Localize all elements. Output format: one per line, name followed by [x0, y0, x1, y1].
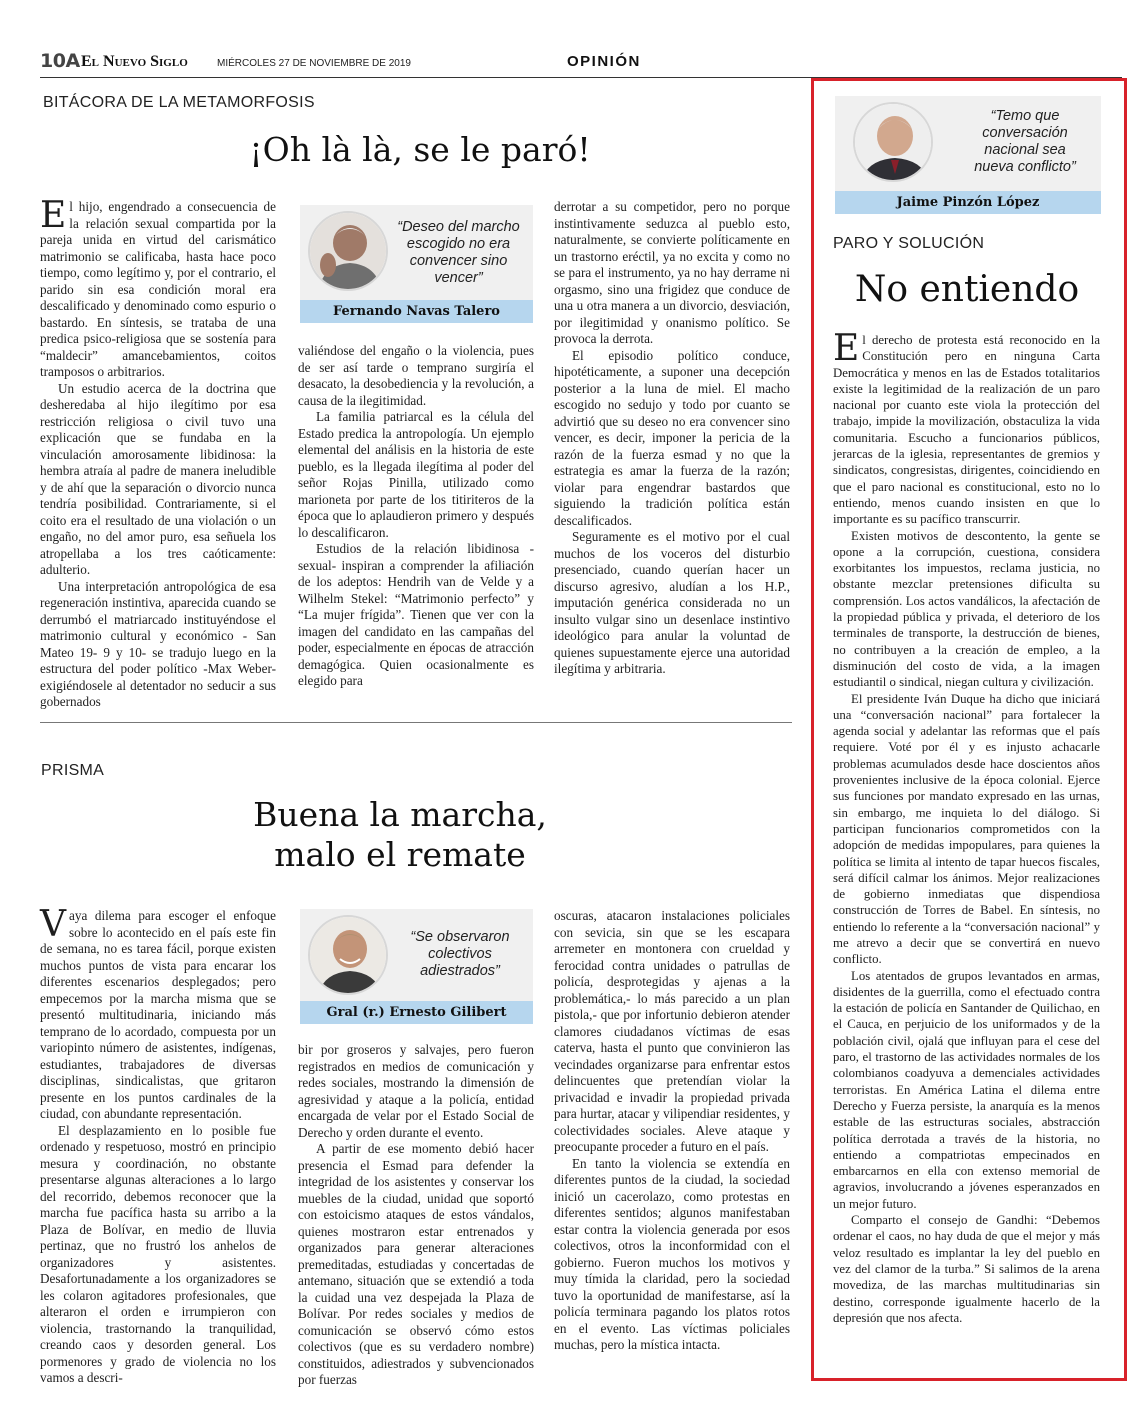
masthead — [40, 48, 1120, 78]
article2-paragraph: A partir de ese momento debió hacer presencia el Esmad para defender la integridad de los asistentes y conservar los muebles de la ciudad, unidad que soportó con estoicismo ataques de estos vándalos, quienes mostraron estar entrenados y organizados para generar alteraciones premeditadas, estudiadas y concertadas de antemano, situación que se extendió a toda la cuidad una vez despejada la Plaza de Bolívar. Por redes sociales y medios de comunicación se observó cómo estos colectivos (que es su verdadero nombre) constituidos, adiestrados y subvencionados por fuerzas — [298, 1141, 534, 1387]
author-quote: “Se observaron colectivos adiestrados” — [410, 929, 510, 979]
article1-paragraph: El episodio político conduce, hipotéticamente, a suponer una decepción posterior a la luna de miel. El macho escogido no sedujo y todo por cuanto se advirtió que su deseo no era convencer sino vencer, es decir, imponer la pericia de la razón de la fuerza esmad y no que la estrategia es amar la fuerza de la razón; violar para engendrar bastardos que siguiendo la tradición política están descalificados. — [554, 347, 790, 528]
article1-column-3 — [554, 199, 790, 678]
dropcap: E — [40, 195, 67, 236]
article2-column-1 — [40, 904, 276, 1387]
article1-column-1 — [40, 195, 276, 711]
page-number: 10A — [40, 50, 80, 72]
article3-paragraph: Los atentados de grupos levantados en armas, disidentes de la guerrilla, como el efectuado contra la estación de policía en Santander de Quilichao, en el Cauca, en perjuicio de los uniformados y de la población civil, ojalá que influyan para el cese del paro, el trastorno de las actividades normales de los colombianos coadyuva a demenciales actividades terroristas. En América Latina el dilema entre Derecho y Fuerza persiste, la anarquía es la menos estable de las estructuras sociales, abstracción política derrotada a través de la historia, no entiendo a compatriotas empecinados en embarcarnos en ella con extenso memorial de agravios, involucrando a jóvenes esperanzados en un mejor futuro. — [833, 968, 1100, 1211]
newspaper-name: El Nuevo Siglo — [81, 53, 188, 70]
article2-column-2 — [298, 1042, 534, 1389]
highlight-frame — [811, 78, 1127, 1381]
article2-headline — [180, 795, 620, 876]
article2-author-box — [300, 909, 533, 1024]
article1-headline: ¡Oh là là, se le paró! — [249, 130, 591, 169]
article3-paragraph: El derecho de protesta está reconocido en la Constitución pero en ninguna Carta Democrática y menos en las de Estados totalitarios existe la legitimidad de la realización de un paro nacional por cuanto este viola la protección del trabajo, impide la movilización, obstaculiza la vida comunitaria. Escucho a funcionarios públicos, jerarcas de la iglesia, representantes de gremios y sindicatos, congresistas, dirigentes, coincidiendo en que el paro nacional es constitucional, esto no lo entiendo, menos cuando insisten en que lo importante es su pacífico transcurrir. — [833, 328, 1100, 527]
article3-headline: No entiendo — [854, 269, 1080, 310]
article1-kicker: BITÁCORA DE LA METAMORFOSIS — [43, 94, 315, 111]
article2-paragraph: bir por groseros y salvajes, pero fueron registrados en medios de comunicación y redes sociales, mostrando la dimensión de agresividad y ataque a la policía, entidad encargada de velar por el Estado Social de Derecho y orden durante el evento. — [298, 1042, 534, 1140]
article2-headline-line-1: Buena la marcha, — [253, 795, 547, 834]
dropcap: E — [833, 328, 860, 369]
author-name: Gral (r.) Ernesto Gilibert — [300, 1001, 533, 1024]
article1-column-2 — [298, 343, 534, 690]
article3-kicker: PARO Y SOLUCIÓN — [833, 235, 985, 252]
article2-paragraph: El desplazamiento en lo posible fue ordenado y respetuoso, mostró en principio mesura y coordinación, no obstante presentarse algunas alteraciones a lo largo del recorrido, debemos reconocer que la marcha fue pacífica hasta su arribo a la Plaza de Bolívar, en medio de lluvia pertinaz, que no frustró los anhelos de organizadores y asistentes. Desafortunadamente a los organizadores se les colaron agitadores profesionales, que alteraron el orden e irrumpieron con violencia, trastornando la tranquilidad, creando caos y desorden general. Los pormenores y grado de violencia no los vamos a descri- — [40, 1122, 276, 1385]
article1-paragraph: El hijo, engendrado a consecuencia de la relación sexual compartida por la pareja unida en virtud del carismático matrimonio se calificaba, hasta hace poco tiempo, como legítimo y, por el contrario, el parido sin esa condición moral era descalificado y denominado como espurio o bastardo. En síntesis, se trataba de una predica psico-religiosa que se sostenía para “maldecir” amancebamientos, coitos tramposos o arbitrarios. — [40, 195, 276, 379]
article1-paragraph: Seguramente es el motivo por el cual muchos de los voceros del disturbio presenciado, cuando querían hacer un discurso agresivo, aludían a los H.P., imputación genérica considerada no un insulto vulgar sino un desenlace instintivo ideológico para anular la voluntad de quienes supuestamente ejerce una autoridad ilegítima y arbitraria. — [554, 529, 790, 676]
article2-column-3 — [554, 908, 790, 1354]
article1-paragraph: Un estudio acerca de la doctrina que desheredaba al hijo ilegítimo por esa restricción religiosa o civil tuvo una explicación que se fundaba en la vinculación amorosamente libidinosa: la hembra atraía al padre de manera ineludible y de ahí que la separación o divorcio nunca tendría posibilidad. Contrariamente, si el coito era el resultado de una violación o un engaño, no del amor puro, esa señuela los atropellaba a los tres caóticamente: adulterio. — [40, 380, 276, 577]
article3-paragraph: Comparto el consejo de Gandhi: “Debemos ordenar el caos, no hay duda de que el mejor y más veloz resultado es implantar la ley del pueblo en vez del clamor de la turba.” Si salimos de la arena movediza, de las marchas multitudinarias sin destino, corresponde igualmente hacerlo de la depresión que nos afecta. — [833, 1213, 1100, 1325]
article1-paragraph: Estudios de la relación libidinosa -sexual- inspiran a comprender la afiliación de los adeptos: Hendrih van de Velde y a Wilhelm Stekel: “Matrimonio perfecto” y “La mujer frígida”. Tienen que ver con la imagen del candidato en las campañas del poder, especialmente en épocas de atracción demagógica. Quien ocasionalmente es elegido para — [298, 541, 534, 688]
article2-paragraph: Vaya dilema para escoger el enfoque sobre lo acontecido en el país este fin de semana, no es tarea fácil, porque existen muchos puntos de vista para encarar los diferentes escenarios desplegados; pero empecemos por la marcha misma que se presentó multitudinaria, iniciando más temprano de lo acordado, compuesta por un variopinto número de asistentes, indígenas, estudiantes, trabajadores de diversas disciplinas, sindicalistas, que gritaron presente en los puntos cardinales de la ciudad, con abundante representación. — [40, 904, 276, 1121]
article2-kicker: PRISMA — [41, 762, 105, 779]
article2-paragraph: oscuras, atacaron instalaciones policiales con sevicia, sin que se les escapara arremeter en montonera con crueldad y ferocidad contra unidades o patrullas de policía, desprotegidas y ajenas a la problemática,- lo más parecido a un plan pistola,- que por infortunio debieron atender clamores ciudadanos víctimas de esas caterva, hasta el punto que convinieron las vecindades organizarse para enfrentar estos delincuentes que pretendían violar la privacidad e invadir la propiedad privada para hurtar, atacar y vilipendiar residentes, y colectividades sociales. Aleve ataque y preocupante proceder a futuro en el país. — [554, 908, 790, 1154]
section-title: OPINIÓN — [567, 53, 641, 70]
dropcap: V — [40, 904, 66, 945]
article3-paragraph: Existen motivos de descontento, la gente se opone a la corrupción, cuestiona, considera exorbitantes los impuestos, reclama justicia, no obstante mezclar pretensiones dificulta su comprensión. Los actos vandálicos, la afectación de la propiedad pública y privada, el deterioro de los terminales de transporte, la destrucción de bienes, no contribuyen a la creación de empleo, a la disminución del costo de vida, a la imagen estudiantil o sindical, niegan cultura y civilización. — [833, 528, 1100, 690]
article2-paragraph: En tanto la violencia se extendía en diferentes puntos de la ciudad, la sociedad inició un cacerolazo, como protestas en diferentes sentidos; algunos manifestaban estar contra la violencia generada por esos colectivos, otros la inconformidad con el gobierno. Fueron muchos los motivos y muy tímida la claridad, pero la sociedad tuvo la oportunidad de manifestarse, así la policía terminara pagando los platos rotos en el evento. Las víctimas policiales muchas, pero la mística intacta. — [554, 1155, 790, 1352]
author-portrait-icon — [308, 915, 388, 995]
article-separator — [40, 722, 792, 723]
author-quote: “Deseo del marcho escogido no era convencer sino vencer” — [397, 219, 520, 286]
author-portrait-icon — [308, 211, 388, 291]
author-name: Jaime Pinzón López — [835, 191, 1101, 214]
article1-paragraph: Una interpretación antropológica de esa regeneración instintiva, aparecida cuando se derrumbó el matriarcado instituyéndose el matrimonio cultural y económico - San Mateo 19- 9 y 10- se tradujo luego en la estructura del poder político -Max Weber- exigiéndosele al detentador no seducir a sus gobernados — [40, 578, 276, 709]
author-name: Fernando Navas Talero — [300, 300, 533, 323]
article1-paragraph: valiéndose del engaño o la violencia, pues de ser así tarde o temprano surgiría el desacato, la desobediencia y la revolución, a causa de la ilegitimidad. — [298, 343, 534, 408]
article2-headline-line-2: malo el remate — [274, 835, 526, 875]
issue-date: MIÉRCOLES 27 DE NOVIEMBRE DE 2019 — [217, 58, 411, 69]
article1-paragraph: La familia patriarcal es la célula del Estado predica la antropología. Un ejemplo elemental del análisis en la historia de este pueblo, es la llegada ilegítima al poder del señor Rojas Pinilla, utilizado como marioneta por parte de los titiriteros de la época que lo aplaudieron primero y después lo descalificaron. — [298, 409, 534, 540]
author-quote: “Temo que conversación nacional sea nueva conflicto” — [974, 108, 1076, 175]
article3-paragraph: El presidente Iván Duque ha dicho que iniciará una “conversación nacional” para fortalecer la agenda social y adelantar las reformas que el país requiere. Voté por él y es injusto achacarle problemas acumulados desde hace doscientos años provenientes inclusive de la época colonial. Ejerce sus funciones por mandato expresado en las urnas, sin embargo, me inquieta lo del diálogo. Si participan funcionarios comprometidos con la adopción de medidas impopulares, para quienes la política se limita al intento de tapar huecos fiscales, será difícil calmar los ánimos. Mejor realizaciones de gobierno inmediatas que dispendiosa construcción de Torres de Babel. En síntesis, no entiendo lo referente a la “conversación nacional” y me atrevo a decir que se convertirá en nuevo conflicto. — [833, 691, 1100, 967]
article1-author-box — [300, 205, 533, 323]
article1-paragraph: derrotar a su competidor, pero no porque instintivamente seduzca al pueblo esto, naturalmente, se convierte políticamente en un trastorno eréctil, ya no excita y como no se para el instrumento, ya no hay derrame ni orgasmo, sino una frigidez que conduce de una u otra manera a un divorcio, desviación, por ilegitimidad y onanismo político. Se provoca la derrota. — [554, 199, 790, 346]
